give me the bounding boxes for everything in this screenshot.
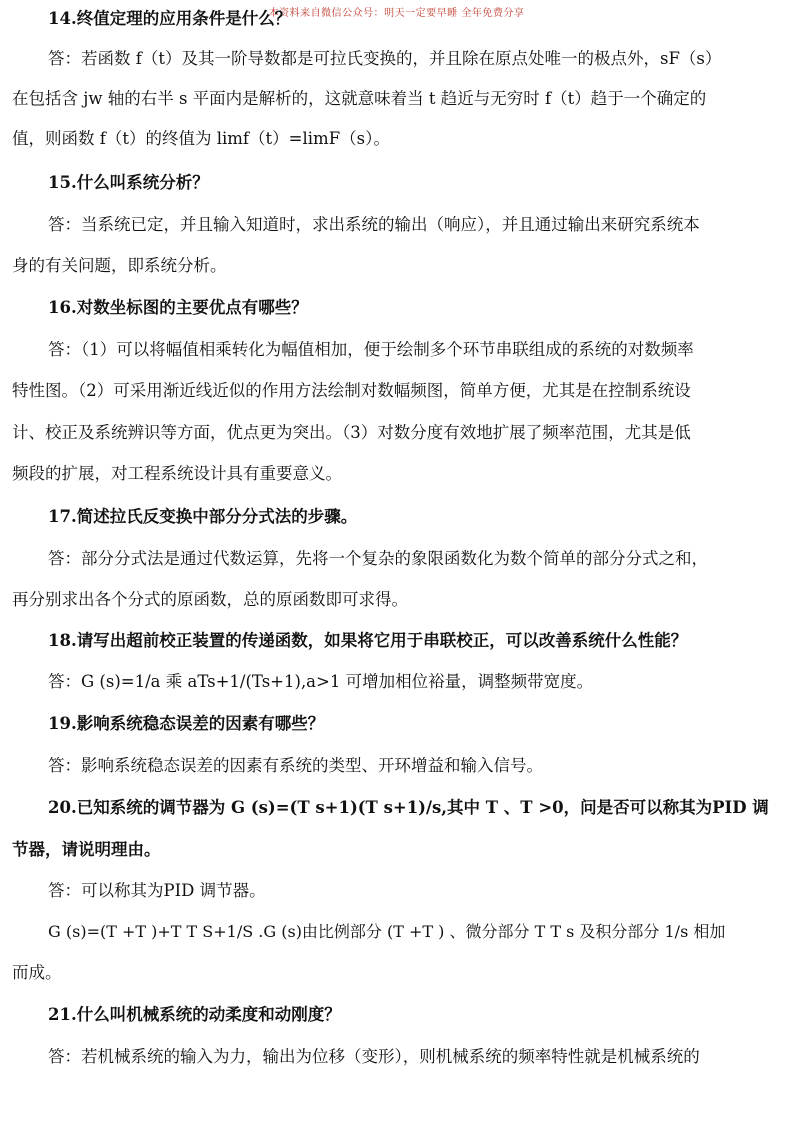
- answer-14-line-2: 在包括含 jw 轴的右半 s 平面内是解析的，这就意味着当 t 趋近与无穷时 f（t）趋于一个确定的: [12, 89, 707, 108]
- answer-16-line-1: 答：（1）可以将幅值相乘转化为幅值相加，便于绘制多个环节串联组成的系统的对数频率: [48, 340, 694, 359]
- question-20-line-2: 节器，请说明理由。: [12, 840, 161, 859]
- question-15: 15.什么叫系统分析？: [48, 173, 209, 192]
- question-16: 16.对数坐标图的主要优点有哪些？: [48, 298, 308, 317]
- answer-18: 答：G (s)=1/a 乘 aTs+1/(Ts+1),a>1 可增加相位裕量，调整频带宽度。: [48, 672, 594, 691]
- question-21: 21.什么叫机械系统的动柔度和动刚度？: [48, 1005, 341, 1024]
- answer-17-line-1: 答：部分分式法是通过代数运算，先将一个复杂的象限函数化为数个简单的部分分式之和，: [48, 549, 708, 568]
- answer-14-line-3: 值，则函数 f（t）的终值为 limf（t）=limF（s）。: [12, 129, 390, 148]
- question-19: 19.影响系统稳态误差的因素有哪些？: [48, 714, 325, 733]
- answer-16-line-2: 特性图。（2）可采用渐近线近似的作用方法绘制对数幅频图，简单方便，尤其是在控制系统设: [12, 381, 691, 400]
- answer-15-line-2: 身的有关问题，即系统分析。: [12, 256, 227, 275]
- answer-17-line-2: 再分别求出各个分式的原函数，总的原函数即可求得。: [12, 590, 408, 609]
- answer-15-line-1: 答：当系统已定，并且输入知道时，求出系统的输出（响应），并且通过输出来研究系统本: [48, 215, 700, 234]
- answer-16-line-3: 计、校正及系统辨识等方面，优点更为突出。（3）对数分度有效地扩展了频率范围，尤其是低: [12, 423, 691, 442]
- answer-20-line-3: 而成。: [12, 963, 62, 982]
- answer-21-line-1: 答：若机械系统的输入为力，输出为位移（变形），则机械系统的频率特性就是机械系统的: [48, 1047, 700, 1066]
- answer-19: 答：影响系统稳态误差的因素有系统的类型、开环增益和输入信号。: [48, 756, 543, 775]
- question-20-line-1: 20.已知系统的调节器为 G (s)=(T s+1)(T s+1)/s,其中 T 、T >0，问是否可以称其为PID 调: [48, 798, 769, 817]
- answer-20-line-1: 答：可以称其为PID 调节器。: [48, 881, 266, 900]
- answer-16-line-4: 频段的扩展，对工程系统设计具有重要意义。: [12, 464, 342, 483]
- watermark: 本资料来自微信公众号：明天一定要早睡 全年免费分享: [268, 8, 525, 19]
- question-17: 17.简述拉氏反变换中部分分式法的步骤。: [48, 507, 358, 526]
- answer-14-line-1: 答：若函数 f（t）及其一阶导数都是可拉氏变换的，并且除在原点处唯一的极点外，sF（s）: [48, 49, 722, 68]
- answer-20-formula: G (s)=(T +T )+T T S+1/S .G (s)由比例部分 (T +T ) 、微分部分 T T s 及积分部分 1/s 相加: [48, 922, 726, 941]
- question-18: 18.请写出超前校正装置的传递函数，如果将它用于串联校正，可以改善系统什么性能？: [48, 631, 688, 650]
- question-14: 14.终值定理的应用条件是什么？: [48, 9, 292, 28]
